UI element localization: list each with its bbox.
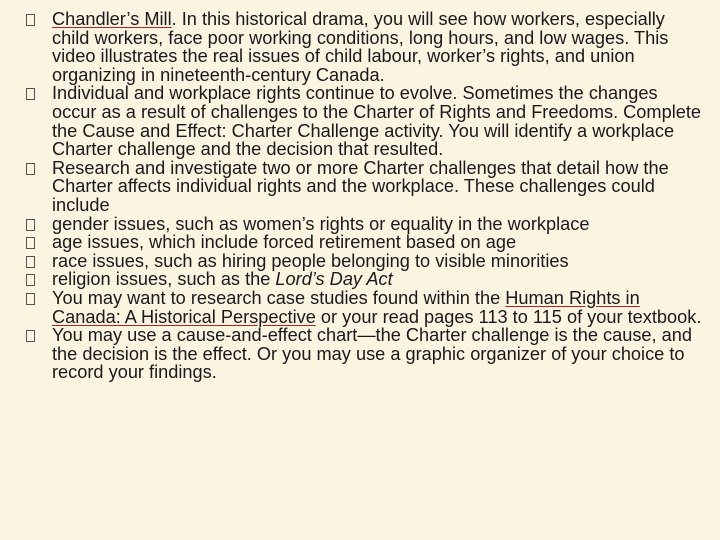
item-text: gender issues, such as women’s rights or equality in the workplace — [52, 213, 590, 234]
square-bullet-icon — [26, 256, 35, 268]
act-title: Lord’s Day Act — [275, 269, 393, 290]
video-title-link[interactable]: Chandler’s Mill — [52, 9, 172, 29]
item-text: . In this historical drama, you will see how workers, especially child workers, face poor working conditions, long hours, and low wages. This video illustrates the real issues of child labour, worker’s rights, and union organizing in nineteenth-century Canada. — [52, 9, 669, 85]
human-rights-link[interactable]: Human Rights in Canada: A Historical Perspective — [52, 287, 640, 327]
list-item — [26, 215, 706, 234]
list-item — [26, 159, 706, 215]
list-item — [26, 10, 706, 84]
item-text: You may want to research case studies found within the — [52, 287, 506, 308]
list-item — [26, 84, 706, 158]
item-text: race issues, such as hiring people belonging to visible minorities — [52, 250, 569, 271]
item-text: Research and investigate two or more Charter challenges that detail how the Charter affects individual rights and the workplace. These challenges could include — [52, 157, 669, 215]
square-bullet-icon — [26, 274, 35, 286]
item-text: age issues, which include forced retirement based on age — [52, 232, 517, 253]
square-bullet-icon — [26, 237, 35, 249]
item-text: You may use a cause-and-effect chart—the Charter challenge is the cause, and the decision is the effect. Or you may use a graphic organizer of your choice to record your findings. — [52, 325, 692, 383]
list-item — [26, 252, 706, 271]
square-bullet-icon — [26, 219, 35, 231]
item-text: religion issues, such as the — [52, 269, 276, 290]
square-bullet-icon — [26, 88, 35, 100]
square-bullet-icon — [26, 14, 35, 26]
square-bullet-icon — [26, 330, 35, 342]
square-bullet-icon — [26, 163, 35, 175]
square-bullet-icon — [26, 293, 35, 305]
item-text: or your read pages 113 to 115 of your textbook. — [315, 306, 702, 327]
bullet-list — [26, 10, 706, 382]
list-item — [26, 233, 706, 252]
item-text: Individual and workplace rights continue to evolve. Sometimes the changes occur as a result of challenges to the Charter of Rights and Freedoms. Complete the Cause and Effect: Charter Challenge activity. You will identify a workplace Charter challenge and the decision that resulted. — [52, 83, 702, 160]
list-item — [26, 289, 706, 326]
list-item — [26, 326, 706, 382]
list-item — [26, 270, 706, 289]
